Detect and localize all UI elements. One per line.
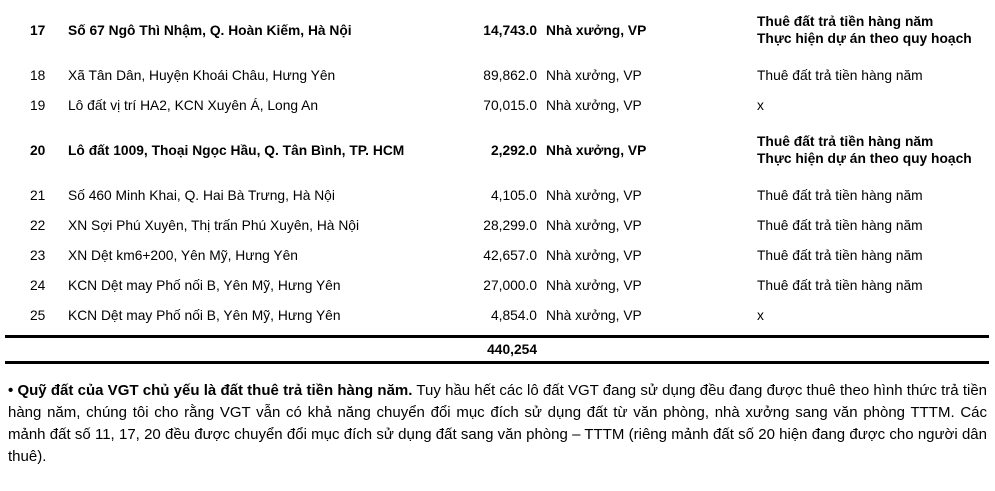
lease-status-line: Thuê đất trả tiền hàng năm (757, 277, 923, 293)
land-address: XN Dệt km6+200, Yên Mỹ, Hưng Yên (68, 247, 298, 263)
land-area: 28,299.0 (483, 217, 537, 233)
land-area: 4,854.0 (490, 307, 537, 323)
land-use-type: Nhà xưởng, VP (546, 277, 642, 293)
lease-status (749, 277, 995, 294)
lease-status-line: Thuê đất trả tiền hàng năm (757, 187, 923, 203)
lease-status-line: Thuê đất trả tiền hàng năm (757, 217, 923, 233)
lease-status (749, 247, 995, 264)
land-address: Số 460 Minh Khai, Q. Hai Bà Trưng, Hà Nội (68, 187, 335, 203)
table-row (0, 300, 995, 330)
land-address: KCN Dệt may Phố nối B, Yên Mỹ, Hưng Yên (68, 307, 341, 323)
note-paragraph (8, 380, 987, 468)
lease-status-line: Thuê đất trả tiền hàng năm (757, 14, 934, 29)
land-area: 27,000.0 (483, 277, 537, 293)
table-row (0, 270, 995, 300)
lease-status-line: x (757, 97, 764, 113)
table-row (0, 240, 995, 270)
land-use-type: Nhà xưởng, VP (546, 97, 642, 113)
lease-status-line: Thực hiện dự án theo quy hoạch (757, 31, 972, 46)
row-number: 21 (30, 187, 46, 203)
land-use-type: Nhà xưởng, VP (546, 67, 642, 83)
table-row (0, 120, 995, 180)
land-use-type: Nhà xưởng, VP (546, 307, 642, 323)
row-number: 25 (30, 307, 46, 323)
total-row (5, 335, 989, 364)
table-row (0, 210, 995, 240)
row-number: 22 (30, 217, 46, 233)
row-number: 24 (30, 277, 46, 293)
lease-status (749, 133, 995, 167)
total-area-value: 440,254 (487, 342, 537, 357)
note-lead-bold: • Quỹ đất của VGT chủ yếu là đất thuê trả tiền hàng năm. (8, 382, 413, 399)
land-area: 14,743.0 (483, 22, 537, 38)
lease-status (749, 97, 995, 114)
table-row (0, 0, 995, 60)
land-use-type: Nhà xưởng, VP (546, 187, 642, 203)
land-address: XN Sợi Phú Xuyên, Thị trấn Phú Xuyên, Hà Nội (68, 217, 360, 233)
lease-status-line: Thuê đất trả tiền hàng năm (757, 134, 934, 149)
land-address: Lô đất 1009, Thoại Ngọc Hầu, Q. Tân Bình, TP. HCM (68, 142, 405, 158)
row-number: 20 (30, 142, 46, 158)
land-area: 2,292.0 (490, 142, 537, 158)
row-number: 17 (30, 22, 46, 38)
lease-status-line: x (757, 307, 764, 323)
land-area: 4,105.0 (490, 187, 537, 203)
land-use-type: Nhà xưởng, VP (546, 22, 647, 38)
row-number: 19 (30, 97, 46, 113)
land-use-type: Nhà xưởng, VP (546, 142, 647, 158)
lease-status-line: Thuê đất trả tiền hàng năm (757, 247, 923, 263)
land-address: Lô đất vị trí HA2, KCN Xuyên Á, Long An (68, 97, 319, 113)
land-area: 42,657.0 (483, 247, 537, 263)
land-address: Số 67 Ngô Thì Nhậm, Q. Hoàn Kiếm, Hà Nội (68, 22, 352, 38)
lease-status-line: Thực hiện dự án theo quy hoạch (757, 151, 972, 166)
land-address: Xã Tân Dân, Huyện Khoái Châu, Hưng Yên (68, 67, 336, 83)
row-number: 18 (30, 67, 46, 83)
lease-status-line: Thuê đất trả tiền hàng năm (757, 67, 923, 83)
table-row (0, 90, 995, 120)
table-row (0, 180, 995, 210)
lease-status (749, 307, 995, 324)
land-area: 70,015.0 (483, 97, 537, 113)
table-row (0, 60, 995, 90)
note-body-text: Tuy hầu hết các lô đất VGT đang sử dụng đều đang được thuê theo hình thức trả tiền hàng năm, chúng tôi cho rằng VGT vẫn có khả năng chuyển đổi mục đích sử dụng đất từ văn phòng, nhà xưởng sang văn phòng TTTM. Các mảnh đất số 11, 17, 20 đều được chuyển đổi mục đích sử dụng đất sang văn phòng – TTTM (riêng mảnh đất số 20 hiện đang được cho người dân thuê). (8, 382, 988, 465)
lease-status (749, 187, 995, 204)
row-number: 23 (30, 247, 46, 263)
land-area: 89,862.0 (483, 67, 537, 83)
land-use-type: Nhà xưởng, VP (546, 247, 642, 263)
land-address: KCN Dệt may Phố nối B, Yên Mỹ, Hưng Yên (68, 277, 341, 293)
lease-status (749, 217, 995, 234)
lease-status (749, 13, 995, 47)
land-use-type: Nhà xưởng, VP (546, 217, 642, 233)
lease-status (749, 67, 995, 84)
